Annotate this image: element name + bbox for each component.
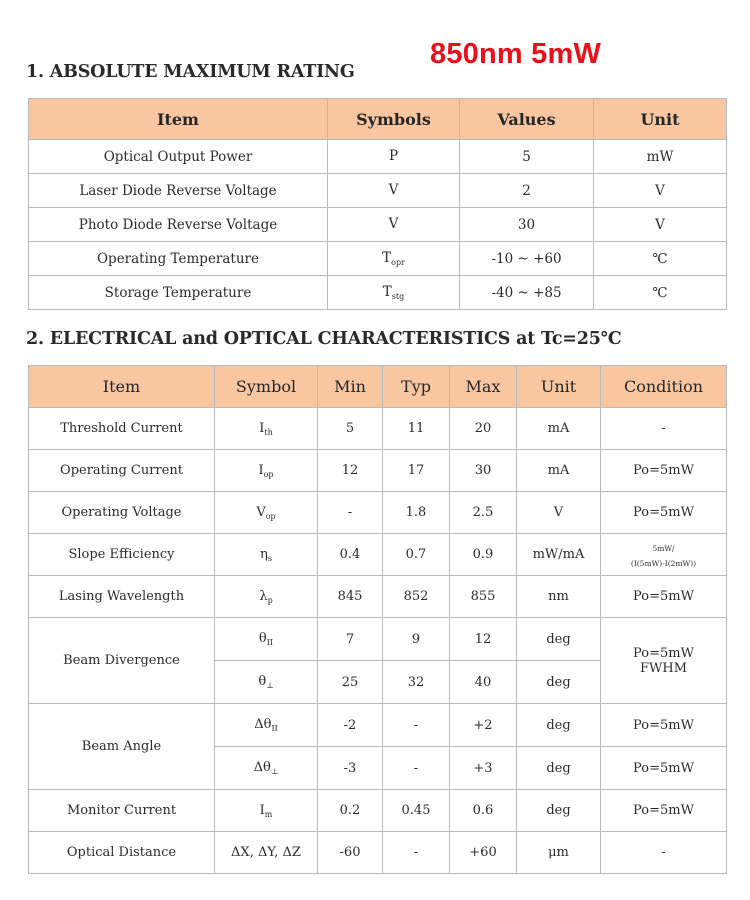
table-row: [29, 140, 727, 174]
condition-line: FWHM: [639, 660, 688, 676]
header-symbols: Symbols: [328, 99, 460, 140]
cell-condition: Po=5mW: [601, 747, 727, 790]
cell-symbol: $T_{stg}$: [328, 276, 460, 310]
cell-min: 7: [318, 618, 383, 661]
header-item: Item: [29, 99, 328, 140]
cell-symbol: P: [328, 140, 460, 174]
cell-unit: mW: [594, 140, 727, 174]
header-item: Item: [29, 366, 215, 408]
header-symbol: Symbol: [215, 366, 318, 408]
cell-typ: 0.7: [383, 534, 450, 576]
condition-line: Po=5mW: [633, 645, 694, 661]
cell-max: 40: [450, 661, 517, 704]
cell-unit: deg: [517, 704, 601, 747]
table-row: [29, 208, 727, 242]
cell-symbol: $T_{opr}$: [328, 242, 460, 276]
cell-symbol: $I_m$: [215, 790, 318, 832]
header-max: Max: [450, 366, 517, 408]
cell-item: Operating Voltage: [29, 492, 215, 534]
cell-item: Beam Divergence: [29, 618, 215, 704]
cell-symbol: $\theta_{II}$: [215, 618, 318, 661]
cell-symbol: $\Delta\theta_{II}$: [215, 704, 318, 747]
cell-max: 20: [450, 408, 517, 450]
cell-condition: Po=5mW: [601, 790, 727, 832]
cell-item: Threshold Current: [29, 408, 215, 450]
table-row: [29, 450, 727, 492]
cell-condition: Po=5mW: [601, 450, 727, 492]
cell-symbol: V: [328, 208, 460, 242]
cell-unit: ℃: [594, 242, 727, 276]
cell-unit: V: [594, 208, 727, 242]
cell-unit: μm: [517, 832, 601, 874]
cell-item: Operating Current: [29, 450, 215, 492]
cell-item: Lasing Wavelength: [29, 576, 215, 618]
table-header-row: [29, 99, 727, 140]
cell-unit: mA: [517, 408, 601, 450]
header-condition: Condition: [601, 366, 727, 408]
cell-unit: V: [594, 174, 727, 208]
cell-unit: deg: [517, 790, 601, 832]
table-row: [29, 790, 727, 832]
cell-max: 30: [450, 450, 517, 492]
section-title-absolute-maximum: 1. ABSOLUTE MAXIMUM RATING: [26, 62, 355, 82]
cell-item: Laser Diode Reverse Voltage: [29, 174, 328, 208]
table-row: [29, 174, 727, 208]
cell-condition: -: [601, 408, 727, 450]
cell-min: -3: [318, 747, 383, 790]
cell-min: 25: [318, 661, 383, 704]
cell-typ: 1.8: [383, 492, 450, 534]
section-title-electrical-optical: 2. ELECTRICAL and OPTICAL CHARACTERISTICS at Tc=25℃: [26, 329, 622, 349]
cell-typ: 9: [383, 618, 450, 661]
cell-typ: 32: [383, 661, 450, 704]
cell-typ: -: [383, 747, 450, 790]
cell-min: 12: [318, 450, 383, 492]
cell-min: -2: [318, 704, 383, 747]
electrical-optical-table: [28, 365, 727, 874]
cell-min: 0.2: [318, 790, 383, 832]
cell-unit: deg: [517, 747, 601, 790]
cell-typ: 17: [383, 450, 450, 492]
cell-item: Monitor Current: [29, 790, 215, 832]
cell-item: Optical Output Power: [29, 140, 328, 174]
cell-value: -10 ~ +60: [460, 242, 594, 276]
cell-condition: [601, 618, 727, 704]
cell-typ: -: [383, 704, 450, 747]
cell-symbol: $V_{op}$: [215, 492, 318, 534]
cell-max: +60: [450, 832, 517, 874]
cell-condition: Po=5mW: [601, 576, 727, 618]
absolute-maximum-table: [28, 98, 727, 310]
cell-symbol: V: [328, 174, 460, 208]
cell-unit: mA: [517, 450, 601, 492]
cell-typ: 852: [383, 576, 450, 618]
cell-min: 845: [318, 576, 383, 618]
table-row: [29, 576, 727, 618]
cell-condition: -: [601, 832, 727, 874]
condition-line: 5mW/: [652, 543, 675, 553]
cell-min: 0.4: [318, 534, 383, 576]
cell-typ: 0.45: [383, 790, 450, 832]
cell-max: +2: [450, 704, 517, 747]
cell-symbol: $I_{th}$: [215, 408, 318, 450]
cell-symbol: $\eta_s$: [215, 534, 318, 576]
header-values: Values: [460, 99, 594, 140]
table-row: [29, 276, 727, 310]
cell-max: 0.9: [450, 534, 517, 576]
cell-value: 2: [460, 174, 594, 208]
table-row: [29, 242, 727, 276]
cell-unit: V: [517, 492, 601, 534]
cell-condition: [601, 534, 727, 576]
cell-condition: Po=5mW: [601, 492, 727, 534]
header-unit: Unit: [594, 99, 727, 140]
product-badge: 850nm 5mW: [430, 38, 602, 70]
cell-item: Optical Distance: [29, 832, 215, 874]
header-typ: Typ: [383, 366, 450, 408]
table-row: [29, 408, 727, 450]
cell-symbol: $\theta_\perp$: [215, 661, 318, 704]
cell-min: -60: [318, 832, 383, 874]
cell-max: 0.6: [450, 790, 517, 832]
cell-typ: -: [383, 832, 450, 874]
cell-symbol: $\Delta\theta_\perp$: [215, 747, 318, 790]
cell-unit: ℃: [594, 276, 727, 310]
cell-symbol: $\lambda_p$: [215, 576, 318, 618]
cell-unit: nm: [517, 576, 601, 618]
cell-min: 5: [318, 408, 383, 450]
cell-max: 12: [450, 618, 517, 661]
table-row: [29, 704, 727, 747]
cell-max: +3: [450, 747, 517, 790]
table-row: [29, 832, 727, 874]
cell-item: Storage Temperature: [29, 276, 328, 310]
header-min: Min: [318, 366, 383, 408]
cell-max: 2.5: [450, 492, 517, 534]
cell-symbol: $I_{op}$: [215, 450, 318, 492]
table-row: [29, 534, 727, 576]
cell-unit: deg: [517, 661, 601, 704]
cell-unit: deg: [517, 618, 601, 661]
header-unit: Unit: [517, 366, 601, 408]
cell-min: -: [318, 492, 383, 534]
table-row: [29, 618, 727, 661]
cell-max: 855: [450, 576, 517, 618]
cell-item: Photo Diode Reverse Voltage: [29, 208, 328, 242]
cell-symbol: ΔX, ΔY, ΔZ: [215, 832, 318, 874]
cell-typ: 11: [383, 408, 450, 450]
cell-value: 30: [460, 208, 594, 242]
cell-item: Slope Efficiency: [29, 534, 215, 576]
cell-item: Beam Angle: [29, 704, 215, 790]
cell-value: -40 ~ +85: [460, 276, 594, 310]
cell-value: 5: [460, 140, 594, 174]
table-row: [29, 492, 727, 534]
cell-unit: mW/mA: [517, 534, 601, 576]
table-header-row: [29, 366, 727, 408]
condition-line: (I(5mW)-I(2mW)): [630, 558, 697, 568]
cell-condition: Po=5mW: [601, 704, 727, 747]
cell-item: Operating Temperature: [29, 242, 328, 276]
